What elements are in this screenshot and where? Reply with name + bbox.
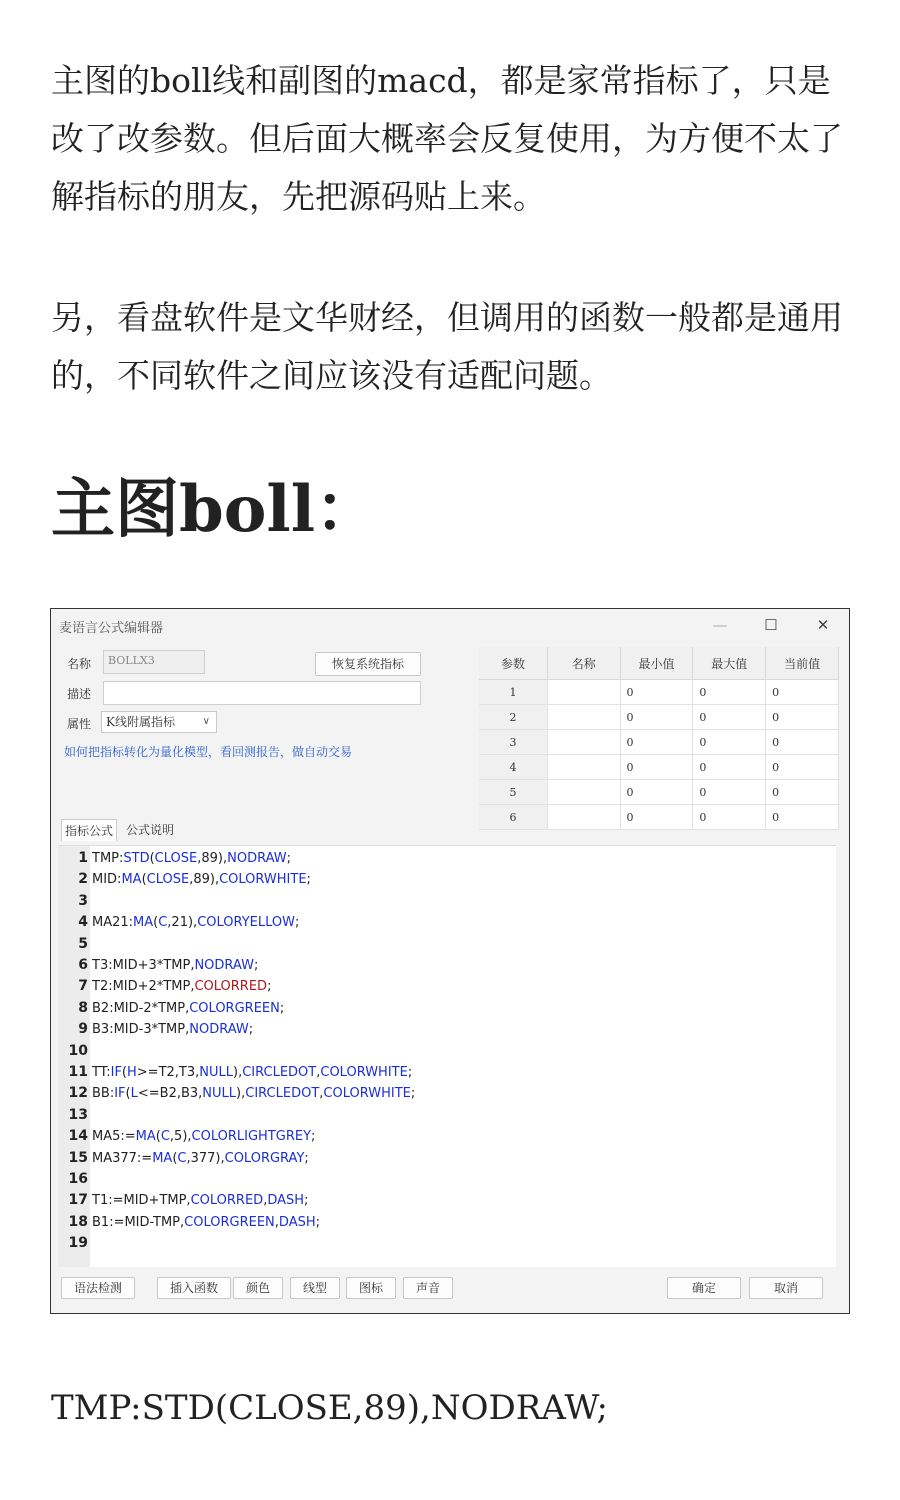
description-field[interactable] [103,681,421,705]
code-token: T1:=MID+TMP, [92,1193,191,1209]
code-token: ( [125,1086,131,1102]
code-token: <=B2,B3, [137,1086,203,1102]
syntax-check-button[interactable]: 语法检测 [61,1277,135,1299]
quant-model-help-link[interactable]: 如何把指标转化为量化模型，看回测报告，做自动交易 [64,745,353,759]
code-token: C [160,1129,170,1145]
code-token: STD [123,851,150,866]
code-line[interactable] [92,1019,253,1040]
param-cell[interactable]: 0 [766,755,839,780]
code-token: MA [133,915,154,931]
code-token: ), [236,1086,246,1102]
param-cell[interactable]: 0 [693,680,766,705]
line-number: 8 [78,999,88,1016]
code-token: ; [304,1193,309,1209]
code-token: ( [149,851,155,866]
code-token: ( [121,1065,127,1080]
code-token: ; [311,1129,316,1145]
column-header: 名称 [547,647,620,680]
code-token: TMP: [92,851,124,866]
line-number: 9 [78,1021,88,1038]
code-token: C [177,1150,187,1166]
param-index-cell: 1 [479,680,547,705]
code-token: ), [233,1065,243,1080]
param-cell[interactable] [547,755,620,780]
maximize-icon[interactable]: ☐ [764,616,778,634]
line-number: 17 [68,1192,88,1209]
param-cell[interactable] [547,680,620,705]
param-cell[interactable]: 0 [693,805,766,830]
line-number: 7 [78,978,88,995]
tab-formula-description[interactable]: 公式说明 [126,823,175,837]
column-header: 最小值 [620,647,693,680]
line-number: 3 [78,892,88,909]
code-token: MA5:= [92,1129,136,1145]
param-cell[interactable] [547,805,620,830]
tab-indicator-formula[interactable]: 指标公式 [61,819,117,841]
param-cell[interactable]: 0 [766,705,839,730]
software-note-paragraph: 另，看盘软件是文华财经，但调用的函数一般都是通用的，不同软件之间应该没有适配问题。 [51,298,843,395]
code-token: ( [172,1150,178,1166]
code-token: MA377:= [92,1150,153,1166]
line-number: 19 [68,1235,88,1252]
param-cell[interactable]: 0 [766,780,839,805]
sound-button[interactable]: 声音 [403,1277,453,1299]
code-token: COLORWHITE [323,1086,411,1102]
attribute-label: 属性 [67,717,92,731]
column-header: 最大值 [693,647,766,680]
code-token: BB: [92,1086,115,1102]
code-token: B1:=MID-TMP, [92,1214,185,1230]
code-token: ; [279,1000,285,1016]
code-token: ; [286,851,292,866]
code-token: ,89), [197,851,228,866]
code-line[interactable] [92,1062,412,1083]
line-number: 4 [78,914,88,931]
restore-system-indicator-button[interactable]: 恢复系统指标 [315,652,421,676]
ok-button[interactable]: 确定 [667,1277,741,1299]
param-cell[interactable] [547,705,620,730]
title-bar [51,609,849,641]
code-token: , [319,1086,324,1102]
code-caption: TMP:STD(CLOSE,89),NODRAW; [51,1388,608,1428]
code-token: DASH [267,1193,305,1209]
code-token: ,21), [167,915,198,931]
code-token: ; [267,979,272,995]
param-cell[interactable]: 0 [693,705,766,730]
code-token: TT: [92,1065,111,1080]
line-number: 15 [68,1149,88,1166]
code-token: ,5), [169,1129,192,1145]
param-cell[interactable]: 0 [766,805,839,830]
code-token: CIRCLEDOT [242,1065,317,1080]
cancel-button[interactable]: 取消 [749,1277,823,1299]
attribute-select[interactable] [101,711,217,733]
code-token: DASH [278,1214,316,1230]
code-token: , [316,1065,321,1080]
code-token: NODRAW [194,958,254,973]
name-field[interactable]: BOLLX3 [103,650,205,674]
code-token: MA [152,1150,173,1166]
intro-paragraph: 主图的boll线和副图的macd，都是家常指标了，只是改了改参数。但后面大概率会反复使用，为方便不太了解指标的朋友，先把源码贴上来。 [51,61,843,216]
parameters-table [479,647,839,830]
code-token: COLORGRAY [224,1150,305,1166]
code-line[interactable] [92,869,311,890]
code-token: NULL [202,1086,237,1102]
code-token: >=T2,T3, [136,1065,200,1080]
param-cell[interactable]: 0 [766,730,839,755]
param-cell[interactable]: 0 [620,755,693,780]
code-token: ; [407,1065,413,1080]
code-token: ; [253,958,259,973]
code-token: T2:MID+2*TMP, [92,979,195,995]
line-number: 14 [68,1128,88,1145]
parameters-header-row [479,647,839,680]
code-token: MID: [92,872,122,888]
code-token: ; [315,1214,321,1230]
line-number: 13 [68,1106,88,1123]
line-number: 12 [68,1085,88,1102]
code-line[interactable] [92,976,271,997]
table-row [479,805,839,830]
window-title: 麦语言公式编辑器 [59,621,164,636]
line-number: 5 [78,935,88,952]
param-cell[interactable] [547,780,620,805]
insert-function-button[interactable]: 插入函数 [157,1277,231,1299]
param-cell[interactable]: 0 [693,730,766,755]
line-number: 10 [68,1042,88,1059]
line-number: 6 [78,957,88,973]
code-token: COLORRED [194,979,268,995]
code-token: ; [294,915,300,931]
chevron-down-icon: ∨ [202,716,210,727]
code-token: IF [110,1065,122,1080]
line-number: 11 [68,1064,88,1080]
param-cell[interactable]: 0 [766,680,839,705]
code-token: COLORYELLOW [197,915,295,931]
code-token: COLORLIGHTGREY [191,1129,312,1145]
line-number: 1 [78,850,88,866]
code-token: B2:MID-2*TMP, [92,1000,190,1016]
color-button[interactable]: 颜色 [233,1277,283,1299]
code-token: CLOSE [154,851,198,866]
code-token: NODRAW [189,1022,249,1038]
code-token: ,377), [186,1150,225,1166]
code-token: NULL [199,1065,233,1080]
code-line[interactable] [92,1083,415,1104]
code-token: COLORRED [190,1193,264,1209]
code-token: , [263,1193,268,1209]
code-token: , [274,1214,279,1230]
attribute-select-value: K线附属指标 [106,715,175,729]
code-line[interactable] [92,912,299,933]
code-token: ( [153,915,159,931]
line-number: 2 [78,871,88,888]
param-index-cell: 3 [479,730,547,755]
table-row [479,755,839,780]
column-header: 参数 [479,647,547,680]
code-token: L [130,1086,138,1102]
description-label: 描述 [67,687,92,701]
code-token: B3:MID-3*TMP, [92,1022,190,1038]
code-token: ; [410,1086,416,1102]
code-token: ; [306,872,311,888]
code-token: ; [248,1022,254,1038]
param-cell[interactable]: 0 [693,755,766,780]
code-token: COLORGREEN [184,1214,275,1230]
param-cell[interactable]: 0 [620,730,693,755]
code-token: MA21: [92,915,134,931]
line-style-button[interactable]: 线型 [290,1277,340,1299]
code-token: COLORWHITE [320,1065,408,1080]
code-token: ,89), [189,872,220,888]
code-line[interactable] [92,848,291,869]
code-token: MA [121,872,142,888]
code-line[interactable] [92,1190,308,1211]
column-header: 当前值 [766,647,839,680]
param-cell[interactable] [547,730,620,755]
line-number: 16 [68,1171,88,1187]
code-line[interactable] [92,998,284,1019]
param-cell[interactable]: 0 [693,780,766,805]
code-token: C [158,915,168,931]
formula-editor-window [50,608,850,1314]
code-line[interactable] [92,1148,309,1169]
code-editor[interactable] [58,845,836,1267]
line-number: 18 [68,1213,88,1230]
table-row [479,680,839,705]
code-token: ( [141,872,147,888]
code-token: ( [155,1129,161,1145]
code-token: CLOSE [146,872,190,888]
param-index-cell: 6 [479,805,547,830]
minimize-icon[interactable]: — [712,616,728,634]
icon-button[interactable]: 图标 [346,1277,396,1299]
param-cell[interactable]: 0 [620,705,693,730]
table-row [479,705,839,730]
code-token: MA [135,1129,156,1145]
section-heading: 主图boll： [51,472,380,547]
param-cell[interactable]: 0 [620,680,693,705]
param-cell[interactable]: 0 [620,805,693,830]
code-line[interactable] [92,1126,315,1147]
code-token: IF [114,1086,126,1102]
param-cell[interactable]: 0 [620,780,693,805]
code-token: ; [304,1150,309,1166]
param-index-cell: 5 [479,780,547,805]
close-icon[interactable]: ✕ [816,616,830,634]
param-index-cell: 2 [479,705,547,730]
code-token: H [127,1065,137,1080]
table-row [479,730,839,755]
code-token: CIRCLEDOT [245,1086,320,1102]
table-row [479,780,839,805]
code-line[interactable] [92,955,258,976]
param-index-cell: 4 [479,755,547,780]
code-token: T3:MID+3*TMP, [92,958,195,973]
code-token: NODRAW [227,851,287,866]
code-token: COLORGREEN [189,1000,280,1016]
code-line[interactable] [92,1212,320,1233]
name-label: 名称 [67,657,92,671]
code-token: COLORWHITE [219,872,307,888]
